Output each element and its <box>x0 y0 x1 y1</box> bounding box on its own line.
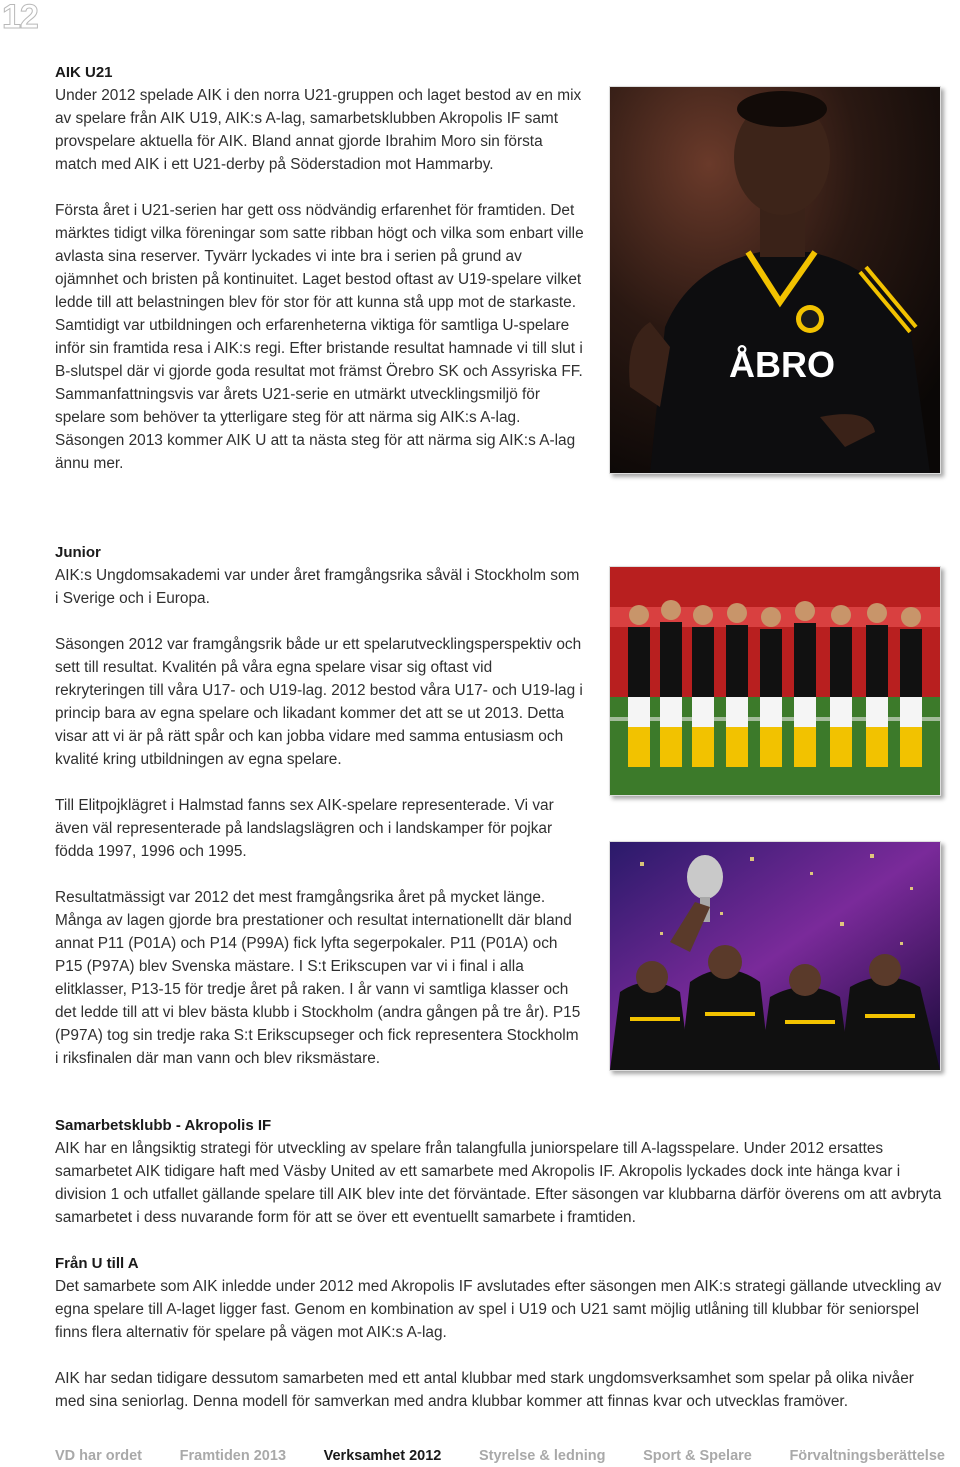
player-portrait-photo <box>609 86 941 474</box>
paragraph: Resultatmässigt var 2012 det mest framgångsrika året på mycket länge. Många av lagen gjorde bra prestationer och resultat internationellt där bland annat P11 (P01A) och P14 (P99A) fick lyfta segerpokaler. P11 (P01A) och P15 (P97A) blev Svenska mästare. I S:t Erikscupen var vi i final i alla elitklasser, P13-15 för tredje året på raken. I år vann vi samtliga klasser och det ledde till att vi blev bästa klubb i Stockholm (andra gången på tre år). P15 (P97A) tog sin tredje raka S:t Erikscupseger och fick representera Stockholm i riksfinalen där man vann och blev riksmästare. <box>55 889 581 1067</box>
footer-link-forvaltningsberattelse[interactable]: Förvaltningsberättelse <box>789 1448 945 1464</box>
footer-nav <box>55 1448 945 1464</box>
paragraph: Första året i U21-serien har gett oss nödvändig erfarenhet för framtiden. Det märktes tidigt vilka föreningar som satte ribban högt och vilka som enbart ville avlasta sina reserver. Tyvärr lyckades vi inte bra i serien på grund av ojämnhet och bristen på kontinuitet. Laget bestod oftast av U19-spelare vilket ledde till att belastningen blev för stor för att kunna stå upp mot de starkaste. Samtidigt var utbildningen och erfarenheterna viktiga för samtliga U-spelare inför sin framtida resa i AIK:s regi. Efter bristande resultat hamnade vi till slut i B-slutspel där vi gjorde goda resultat mot främst Örebro SK och Assyriska FF. Sammanfattningsvis var årets U21-serie en utmärkt utvecklingsmiljö för spelare som behöver ta ytterligare steg för att närma sig AIK:s A-lag. Säsongen 2013 kommer AIK U att ta nästa steg för att närma sig AIK:s A-lag ännu mer. <box>55 202 584 472</box>
footer-link-verksamhet-2012[interactable]: Verksamhet 2012 <box>323 1448 442 1464</box>
paragraph: Under 2012 spelade AIK i den norra U21-gruppen och laget bestod av en mix av spelare från AIK U19, AIK:s A-lag, samarbetsklubben Akropolis IF samt provspelare aktuella för AIK. Bland annat gjorde Ibrahim Moro sin första match med AIK i ett U21-derby på Söderstadion mot Hammarby. <box>55 87 582 173</box>
section-fran-u-till-a <box>55 1252 945 1413</box>
section-akropolis <box>55 1114 945 1229</box>
section-heading: AIK U21 <box>55 64 113 81</box>
footer-link-vd-har-ordet[interactable]: VD har ordet <box>55 1448 143 1464</box>
footer-link-sport-spelare[interactable]: Sport & Spelare <box>643 1448 752 1464</box>
page-number: 12 <box>2 0 38 36</box>
section-heading: Junior <box>55 544 101 561</box>
paragraph: AIK har sedan tidigare dessutom samarbeten med ett antal klubbar med stark ungdomsverksamhet som spelar på olika nivåer med sina seniorlag. Denna modell för samverkan med andra klubbar kommer att finnas kvar och utvecklas framöver. <box>55 1370 914 1410</box>
paragraph: AIK har en långsiktig strategi för utveckling av spelare från talangfulla juniorspelare till A-lagsspelare. Under 2012 ersattes samarbetet AIK tidigare haft med Väsby United av ett samarbete med Akropolis IF. Akropolis lyckades dock inte hänga kvar i division 1 och utfallet gällande spelare till AIK blev inte det förväntade. Efter säsongen var klubbarna därför överens om att avbryta samarbetet i dess nuvarande form för att se över ett eventuellt samarbete i framtiden. <box>55 1140 942 1226</box>
footer-link-framtiden-2013[interactable]: Framtiden 2013 <box>179 1448 287 1464</box>
section-junior <box>55 541 585 1070</box>
paragraph: Det samarbete som AIK inledde under 2012 med Akropolis IF avslutades efter säsongen men AIK:s strategi gällande utveckling av egna spelare till A-laget ligger fast. Genom en kombination av spel i U19 och U21 samt möjlig utlåning till klubbar för seniorspel finns flera alternativ för spelare på vägen mot AIK:s A-lag. <box>55 1278 942 1341</box>
shirt-sponsor-text: ÅBRO <box>729 344 835 385</box>
section-aik-u21 <box>55 61 585 475</box>
footer-link-styrelse-ledning[interactable]: Styrelse & ledning <box>478 1448 606 1464</box>
youth-team-photo <box>609 566 941 796</box>
section-heading: Samarbetsklubb - Akropolis IF <box>55 1117 272 1134</box>
trophy-celebration-photo <box>609 841 941 1071</box>
paragraph: AIK:s Ungdomsakademi var under året framgångsrika såväl i Stockholm som i Sverige och i Europa. <box>55 567 580 607</box>
section-heading: Från U till A <box>55 1255 139 1272</box>
paragraph: Säsongen 2012 var framgångsrik både ur ett spelarutvecklingsperspektiv och sett till resultat. Kvalitén på våra egna spelare visar sig oftast vid rekryteringen till våra U17- och U19-lag. 2012 bestod våra U17- och U19-lag i princip bara av egna spelare och likadant kommer det att se ut 2013. Detta visar att vi är på rätt spår och kan jobba vidare med samma entusiasm och kvalité kring utbildningen av egna spelare. <box>55 636 583 768</box>
paragraph: Till Elitpojklägret i Halmstad fanns sex AIK-spelare representerade. Vi var även väl representerade på landslagslägren och i landskamper för pojkar födda 1997, 1996 och 1995. <box>55 797 554 860</box>
